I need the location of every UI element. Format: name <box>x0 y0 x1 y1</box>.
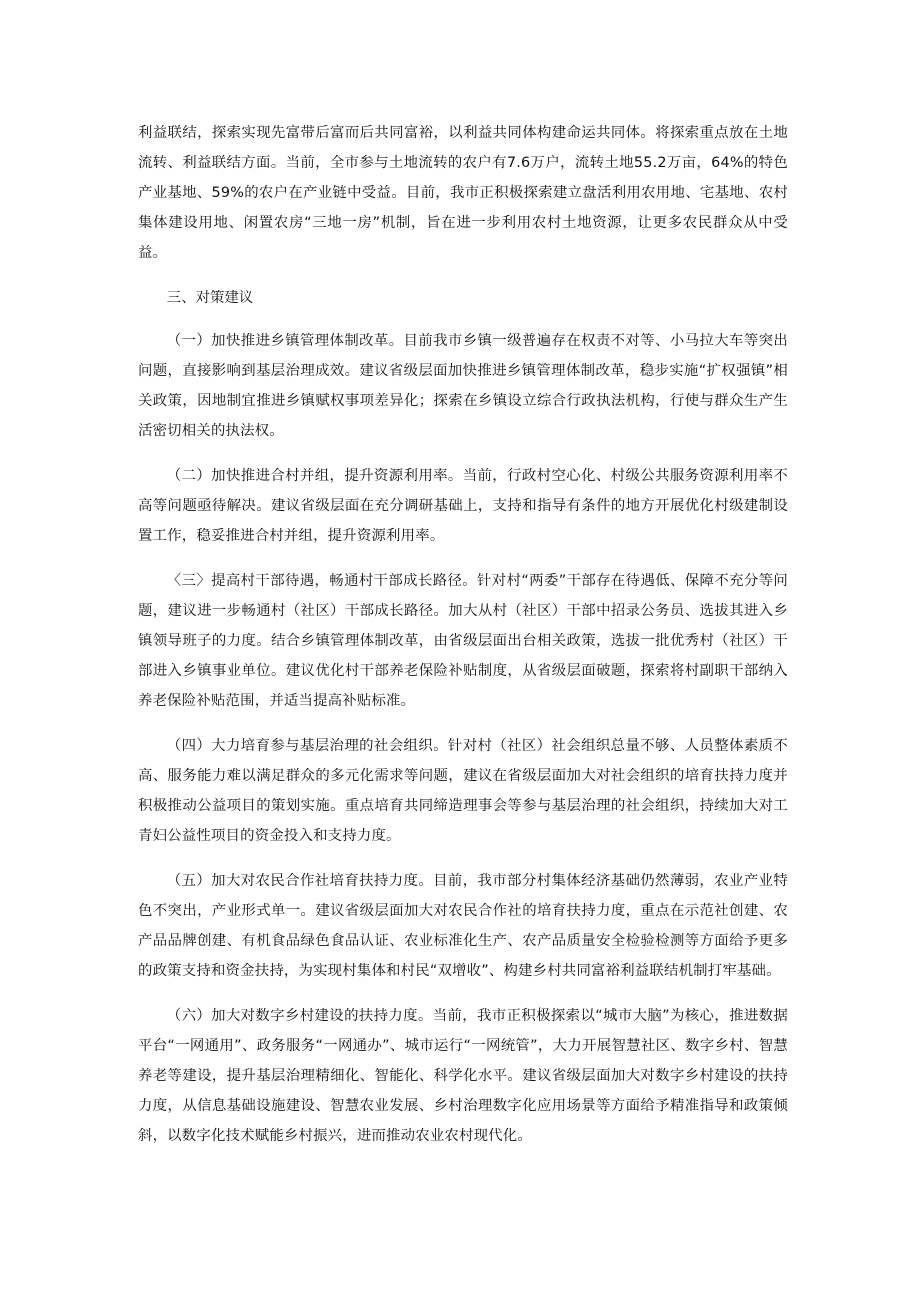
section-heading: 三、对策建议 <box>166 290 254 306</box>
document-body <box>138 118 788 1166</box>
recommendation-paragraph-1: （一）加快推进乡镇管理体制改革。目前我市乡镇一级普遍存在权责不对等、小马拉大车等突出问题，直接影响到基层治理成效。建议省级层面加快推进乡镇管理体制改革，稳步实施“扩权强镇”相关政策，因地制宜推进乡镇赋权事项差异化；探索在乡镇设立综合行政执法机构，行使与群众生产生活密切相关的执法权。 <box>138 333 788 439</box>
intro-paragraph: 利益联结，探索实现先富带后富而后共同富裕，以利益共同体构建命运共同体。将探索重点放在土地流转、利益联结方面。当前，全市参与土地流转的农户有7.6万户，流转土地55.2万亩，64%的特色产业基地、59%的农户在产业链中受益。目前，我市正积极探索建立盘活利用农用地、宅基地、农村集体建设用地、闲置农房“三地一房”机制，旨在进一步利用农村土地资源，让更多农民群众从中受益。 <box>138 125 788 261</box>
recommendation-paragraph-5: （五）加大对农民合作社培育扶持力度。目前，我市部分村集体经济基础仍然薄弱，农业产业特色不突出，产业形式单一。建议省级层面加大对农民合作社的培育扶持力度，重点在示范社创建、农产品品牌创建、有机食品绿色食品认证、农业标准化生产、农产品质量安全检验检测等方面给予更多的政策支持和资金扶持，为实现村集体和村民“双增收”、构建乡村共同富裕利益联结机制打牢基础。 <box>138 873 788 979</box>
recommendation-paragraph-4: （四）大力培育参与基层治理的社会组织。针对村（社区）社会组织总量不够、人员整体素质不高、服务能力难以满足群众的多元化需求等问题，建议在省级层面加大对社会组织的培育扶持力度并积极推动公益项目的策划实施。重点培育共同缔造理事会等参与基层治理的社会组织，持续加大对工青妇公益性项目的资金投入和支持力度。 <box>138 738 788 844</box>
recommendation-paragraph-6: （六）加大对数字乡村建设的扶持力度。当前，我市正积极探索以“城市大脑”为核心，推进数据平台“一网通用”、政务服务“一网通办”、城市运行“一网统管”，大力开展智慧社区、数字乡村、智慧养老等建设，提升基层治理精细化、智能化、科学化水平。建议省级层面加大对数字乡村建设的扶持力度，从信息基础设施建设、智慧农业发展、乡村治理数字化应用场景等方面给予精准指导和政策倾斜，以数字化技术赋能乡村振兴，进而推动农业农村现代化。 <box>138 1008 788 1144</box>
recommendation-paragraph-2: （二）加快推进合村并组，提升资源利用率。当前，行政村空心化、村级公共服务资源利用率不高等问题亟待解决。建议省级层面在充分调研基础上，支持和指导有条件的地方开展优化村级建制设置工作，稳妥推进合村并组，提升资源利用率。 <box>138 468 788 544</box>
recommendation-paragraph-3: 〈三〉提高村干部待遇，畅通村干部成长路径。针对村“两委”干部存在待遇低、保障不充分等问题，建议进一步畅通村（社区）干部成长路径。加大从村（社区）干部中招录公务员、选拔其进入乡镇领导班子的力度。结合乡镇管理体制改革，由省级层面出台相关政策，选拔一批优秀村（社区）干部进入乡镇事业单位。建议优化村干部养老保险补贴制度，从省级层面破题，探索将村副职干部纳入养老保险补贴范围，并适当提高补贴标准。 <box>138 573 788 709</box>
